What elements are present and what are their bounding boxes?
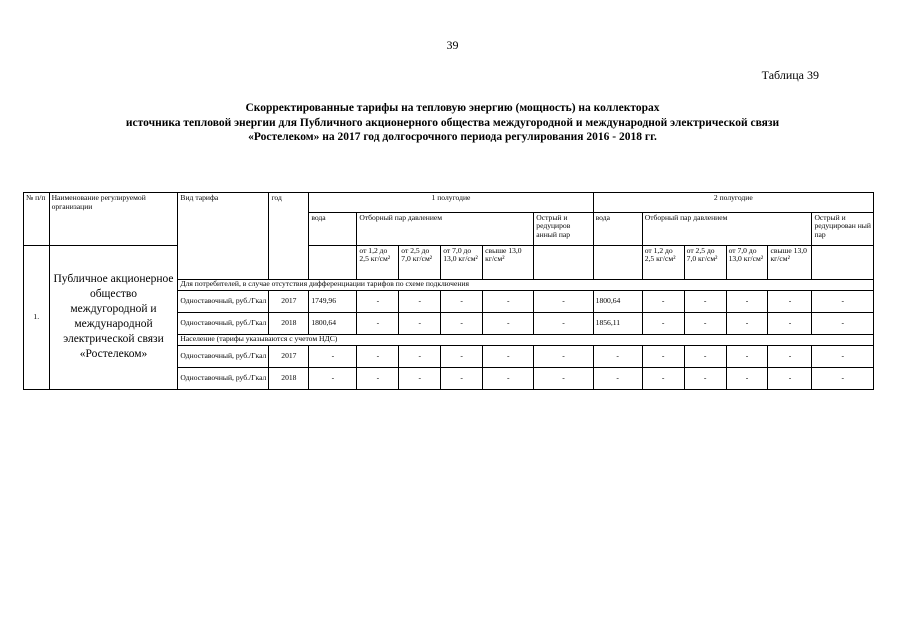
dash-cell: - [357,290,399,312]
dash-cell: - [812,345,874,367]
header-p-7-13-h2: от 7,0 до 13,0 кг/см² [726,245,768,279]
dash-cell: - [357,312,399,334]
title-line-3: «Ростелеком» на 2017 год долгосрочного периода регулирования 2016 - 2018 гг. [248,131,657,143]
organization-name: Публичное акционерное общество междугородной и международной электрической связи «Ростелеком» [49,245,178,389]
dash-cell: - [812,312,874,334]
dash-cell: - [534,345,593,367]
header-org-cont [49,212,178,245]
water-h2-cell: 1800,64 [593,290,642,312]
dash-cell: - [441,290,483,312]
header-sharp-h2-blank [812,245,874,279]
dash-cell: - [399,367,441,389]
header-p-2-5-7-h2: от 2,5 до 7,0 кг/см² [684,245,726,279]
page-number: 39 [446,38,459,52]
dash-cell: - [399,312,441,334]
water-h1-cell: 1800,64 [309,312,357,334]
dash-cell: - [726,345,768,367]
header-water-h1: вода [309,212,357,245]
tariff-type-cell: Одноставочный, руб./Гкал [178,367,269,389]
dash-cell: - [441,345,483,367]
header-p-7-13-h1: от 7,0 до 13,0 кг/см² [441,245,483,279]
dash-cell: - [642,312,684,334]
year-cell: 2017 [269,345,309,367]
water-h2-cell: - [593,345,642,367]
water-h2-cell: - [593,367,642,389]
dash-cell: - [534,367,593,389]
header-year: год [269,193,309,280]
row-number: 1. [24,245,50,389]
dash-cell: - [483,345,534,367]
dash-cell: - [684,367,726,389]
dash-cell: - [768,312,812,334]
dash-cell: - [357,367,399,389]
header-p-2-5-7-h1: от 2,5 до 7,0 кг/см² [399,245,441,279]
dash-cell: - [812,290,874,312]
header-sharp-steam-h2: Острый и редуцирован ный пар [812,212,874,245]
dash-cell: - [768,367,812,389]
header-row-3 [24,245,874,279]
water-h2-cell: 1856,11 [593,312,642,334]
header-steam-h1: Отборный пар давлением [357,212,534,245]
header-num-cont [24,212,50,245]
dash-cell: - [684,312,726,334]
dash-cell: - [812,367,874,389]
title-line-1: Скорректированные тарифы на тепловую энергию (мощность) на коллекторах [245,102,660,114]
dash-cell: - [399,290,441,312]
dash-cell: - [441,367,483,389]
year-cell: 2018 [269,367,309,389]
dash-cell: - [399,345,441,367]
header-num: № п/п [24,193,50,213]
dash-cell: - [684,345,726,367]
water-h1-cell: 1749,96 [309,290,357,312]
header-water-h2-blank [593,245,642,279]
header-half-1: 1 полугодие [309,193,593,213]
header-row-2 [24,212,874,245]
header-sharp-steam-h1: Острый и редуциров анный пар [534,212,593,245]
year-cell: 2017 [269,290,309,312]
section-consumers: Для потребителей, в случае отсутствия дифференциации тарифов по схеме подключения [178,279,874,290]
header-sharp-h1-blank [534,245,593,279]
water-h1-cell: - [309,367,357,389]
tariff-type-cell: Одноставочный, руб./Гкал [178,290,269,312]
table-label: Таблица 39 [761,68,819,82]
dash-cell: - [357,345,399,367]
header-half-2: 2 полугодие [593,193,873,213]
dash-cell: - [684,290,726,312]
water-h1-cell: - [309,345,357,367]
header-org-name: Наименование регулируемой организации [49,193,178,213]
header-p-13-h2: свыше 13,0 кг/см² [768,245,812,279]
tariff-table [23,192,874,390]
dash-cell: - [768,345,812,367]
dash-cell: - [768,290,812,312]
dash-cell: - [726,312,768,334]
header-p-13-h1: свыше 13,0 кг/см² [483,245,534,279]
document-title [60,101,845,145]
header-row-1 [24,193,874,213]
dash-cell: - [726,290,768,312]
header-steam-h2: Отборный пар давлением [642,212,812,245]
header-water-h2: вода [593,212,642,245]
title-line-2: источника тепловой энергии для Публичного акционерного общества междугородной и международной электрической связи [125,116,780,129]
dash-cell: - [642,290,684,312]
dash-cell: - [642,345,684,367]
header-p-1-2-5-h1: от 1,2 до 2,5 кг/см² [357,245,399,279]
dash-cell: - [534,290,593,312]
dash-cell: - [441,312,483,334]
dash-cell: - [483,290,534,312]
header-tariff-type: Вид тарифа [178,193,269,280]
dash-cell: - [726,367,768,389]
header-water-h1-blank [309,245,357,279]
dash-cell: - [534,312,593,334]
year-cell: 2018 [269,312,309,334]
dash-cell: - [483,367,534,389]
tariff-type-cell: Одноставочный, руб./Гкал [178,312,269,334]
header-p-1-2-5-h2: от 1,2 до 2,5 кг/см² [642,245,684,279]
tariff-type-cell: Одноставочный, руб./Гкал [178,345,269,367]
dash-cell: - [642,367,684,389]
section-population: Население (тарифы указываются с учетом НДС) [178,334,874,345]
dash-cell: - [483,312,534,334]
